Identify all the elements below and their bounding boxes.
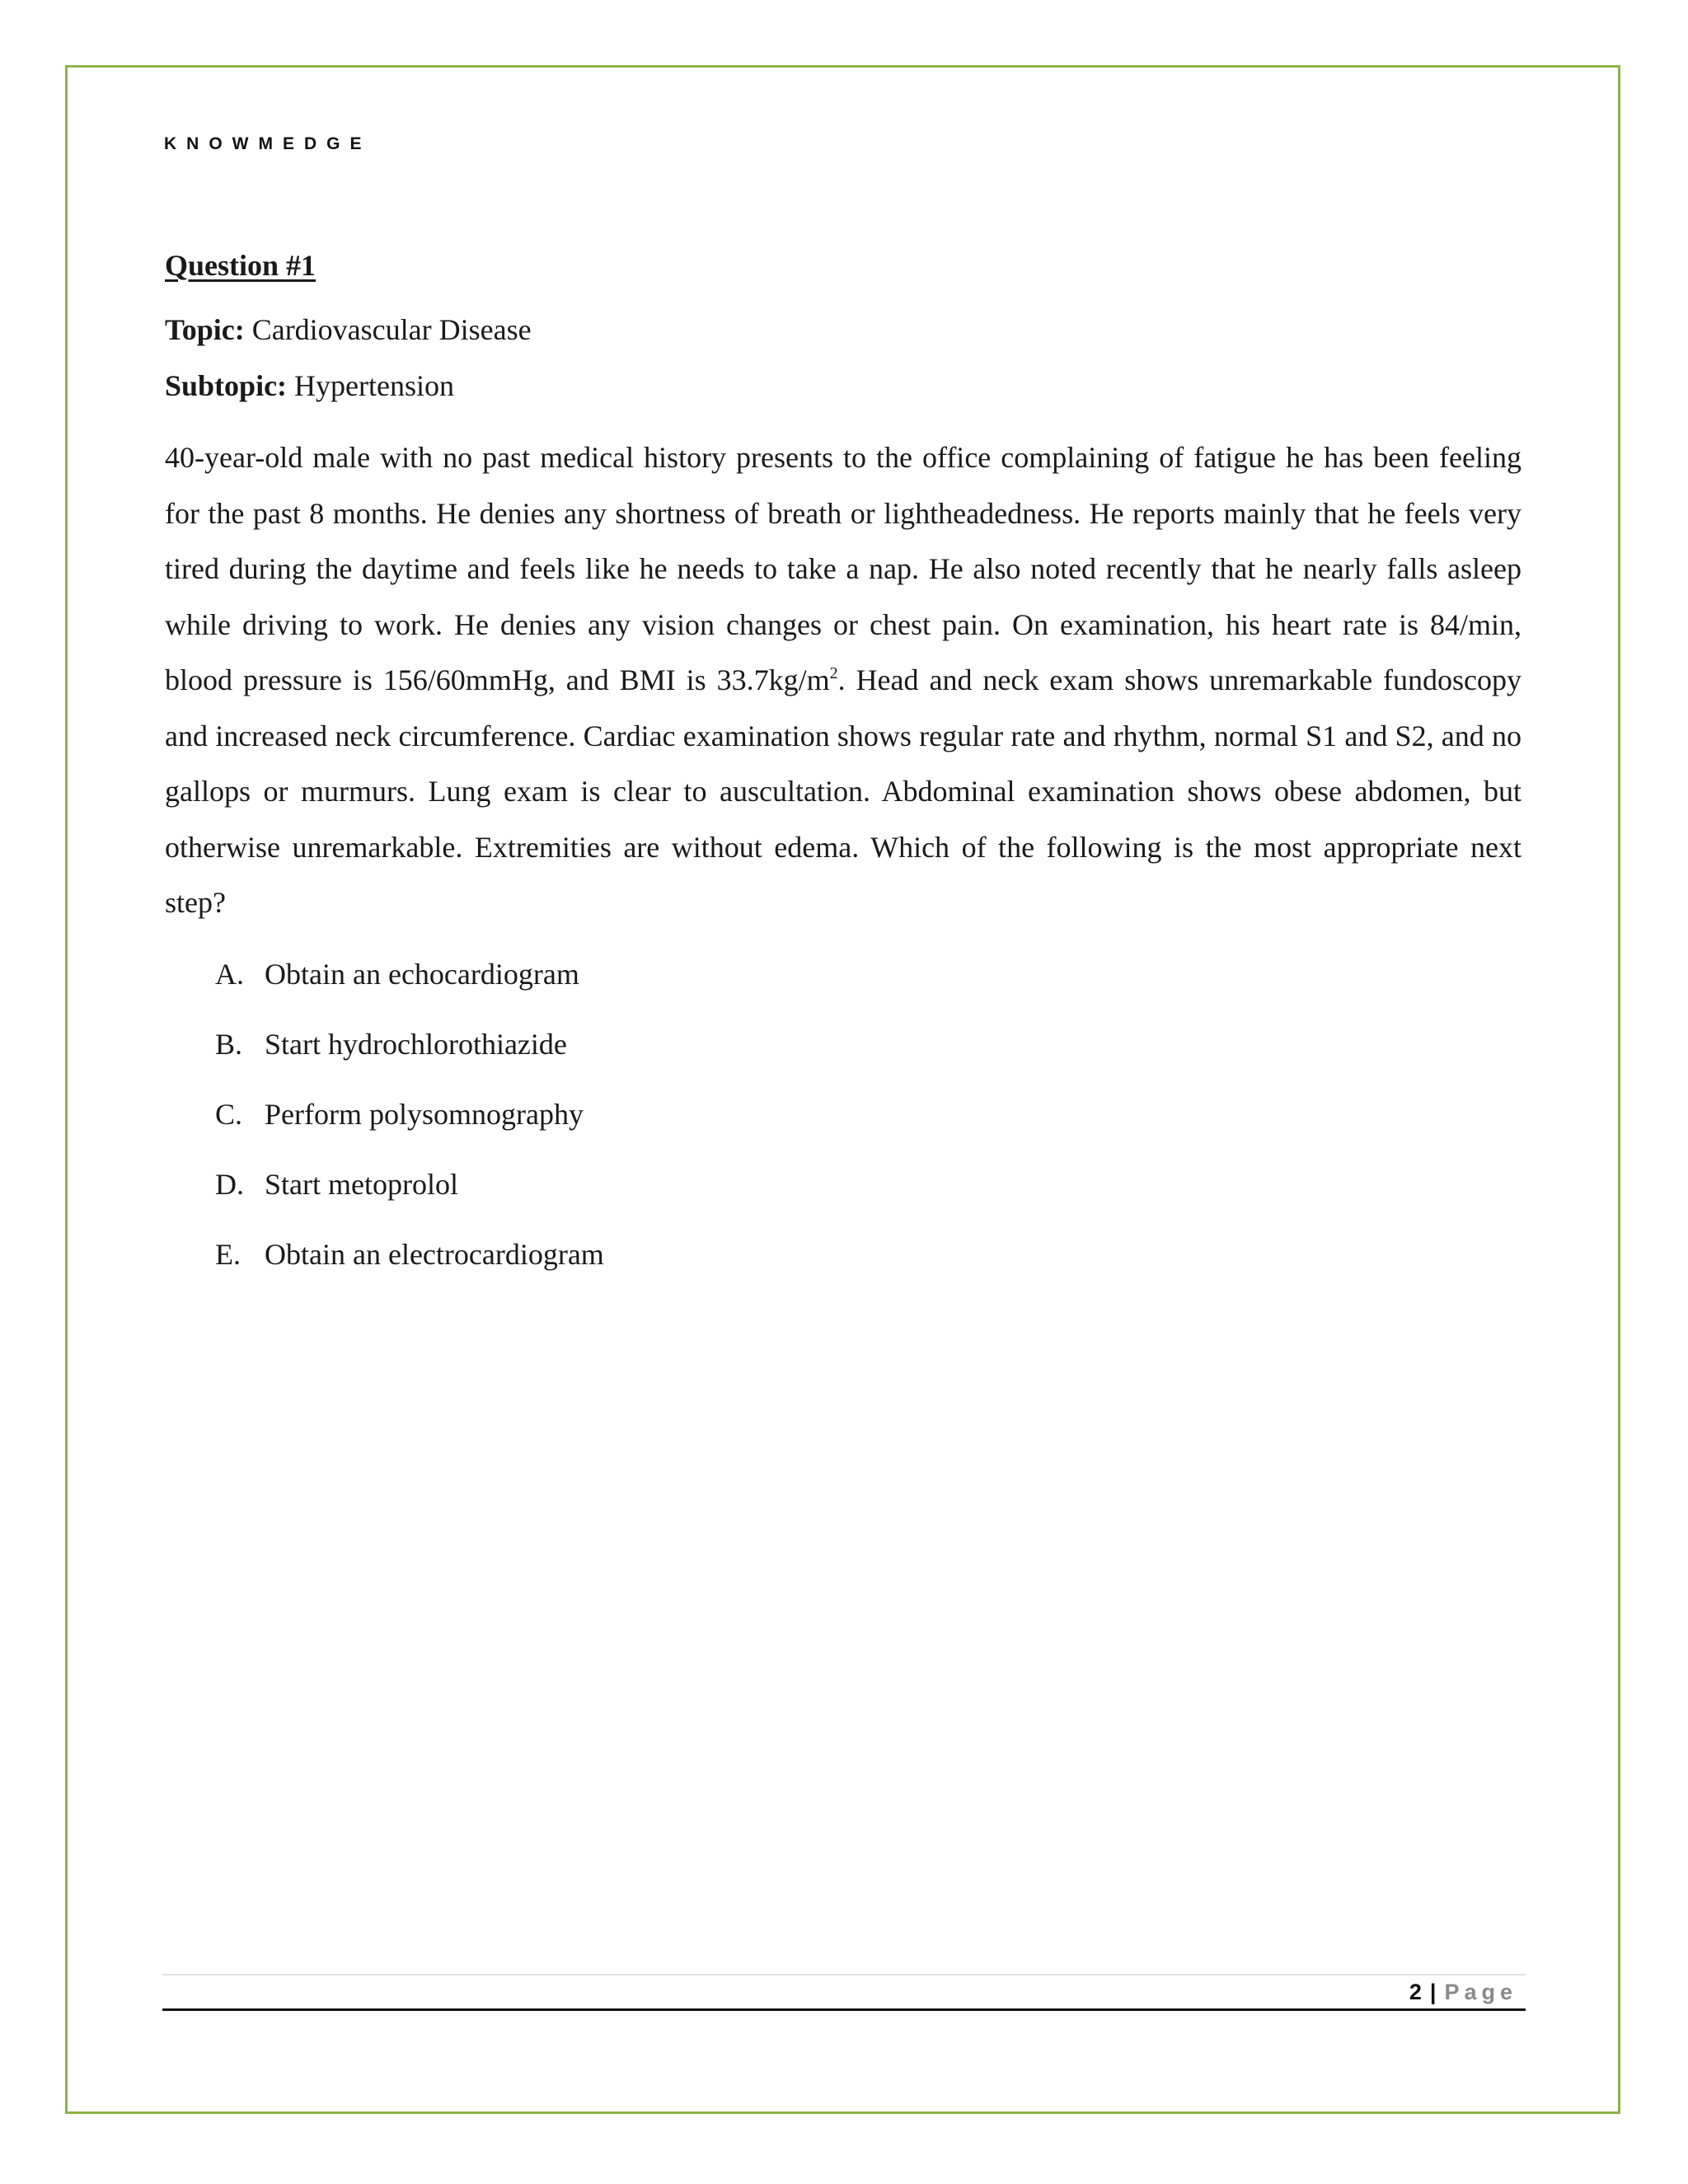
- stem-superscript: 2: [829, 664, 838, 682]
- option-letter: C.: [215, 1097, 243, 1131]
- topic-label: Topic:: [165, 313, 245, 346]
- option-letter: D.: [215, 1167, 244, 1201]
- answer-option-a[interactable]: [215, 956, 1522, 992]
- stem-text-part1: 40-year-old male with no past medical history presents to the office complaining of fatigue he has been feeling for the past 8 months. He denies any shortness of breath or lightheadedness. He reports mainly that he feels very tired during the daytime and feels like he needs to take a nap. He also noted recently that he nearly falls asleep while driving to work. He denies any vision changes or chest pain. On examination, his heart rate is 84/min, blood pressure is 156/60mmHg, and BMI is 33.7kg/m: [165, 441, 1522, 696]
- page-word: Page: [1444, 1980, 1517, 2004]
- answer-option-c[interactable]: [215, 1096, 1522, 1132]
- page-separator: |: [1429, 1980, 1442, 2004]
- footer-divider-light: [162, 1974, 1526, 1975]
- page-number: 2: [1409, 1980, 1427, 2004]
- stem-text-part2: . Head and neck exam shows unremarkable fundoscopy and increased neck circumference. Cardiac examination shows regular rate and rhythm, normal S1 and S2, and no gallops or murmurs. Lung exam is clear to auscultation. Abdominal examination shows obese abdomen, but otherwise unremarkable. Extremities are without edema. Which of the following is the most appropriate next step?: [165, 663, 1522, 919]
- subtopic-value: Hypertension: [294, 369, 455, 402]
- option-text: Perform polysomnography: [265, 1097, 584, 1131]
- question-stem: [165, 430, 1522, 931]
- brand-header: KNOWMEDGE: [164, 134, 372, 153]
- topic-value: Cardiovascular Disease: [251, 313, 532, 346]
- answer-option-e[interactable]: [215, 1236, 1522, 1272]
- subtopic-line: [165, 368, 1522, 404]
- option-text: Start metoprolol: [265, 1167, 458, 1201]
- answer-options: [165, 956, 1522, 1272]
- option-text: Obtain an echocardiogram: [265, 957, 579, 991]
- answer-option-d[interactable]: [215, 1166, 1522, 1202]
- page-number-footer: [1409, 1980, 1517, 2005]
- answer-option-b[interactable]: [215, 1026, 1522, 1062]
- question-title: Question #1: [165, 249, 316, 282]
- option-letter: B.: [215, 1027, 243, 1061]
- subtopic-label: Subtopic:: [165, 369, 288, 402]
- topic-line: [165, 312, 1522, 348]
- option-text: Obtain an electrocardiogram: [265, 1237, 604, 1271]
- footer-divider-dark: [162, 2008, 1526, 2011]
- option-letter: A.: [215, 957, 244, 991]
- option-letter: E.: [215, 1237, 241, 1271]
- option-text: Start hydrochlorothiazide: [265, 1027, 567, 1061]
- question-content: [165, 247, 1522, 1306]
